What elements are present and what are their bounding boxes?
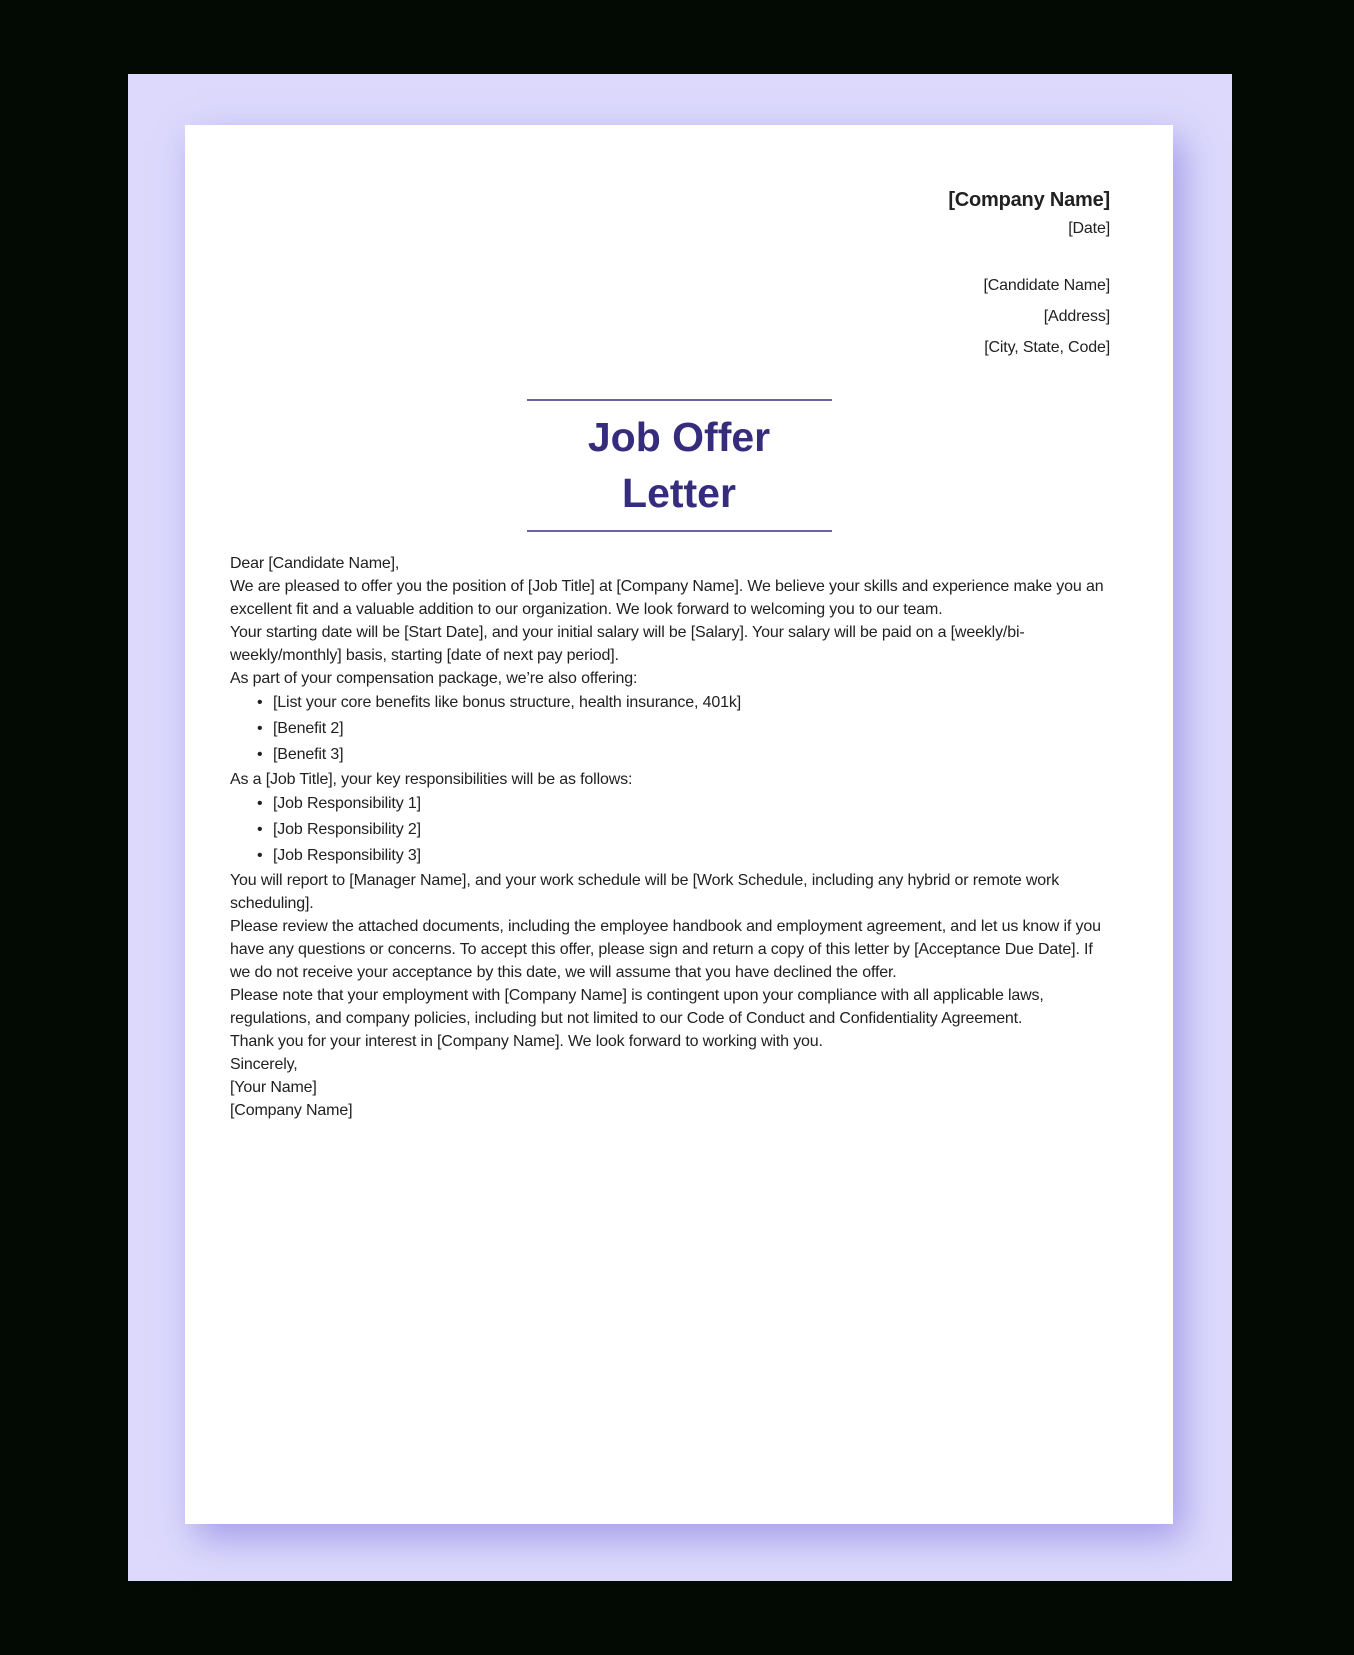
benefits-list [230, 690, 1110, 768]
responsibility-item: • [Job Responsibility 1] [230, 791, 1110, 817]
paragraph-salary: Your starting date will be [Start Date], and your initial salary will be [Salary]. Your salary will be paid on a [weekly/bi-weekly/monthly] basis, starting [date of next pay period]. [230, 624, 1025, 664]
title-rule-bottom [527, 530, 832, 532]
signature-name: [Your Name] [230, 1079, 317, 1096]
letter-body [230, 552, 1110, 1122]
responsibilities-list [230, 791, 1110, 869]
title-block [527, 399, 832, 532]
signature-company: [Company Name] [230, 1102, 353, 1119]
benefit-item: • [Benefit 2] [230, 716, 1110, 742]
closing: Sincerely, [230, 1056, 298, 1073]
benefits-intro: As part of your compensation package, we’re also offering: [230, 670, 638, 687]
paragraph-thanks: Thank you for your interest in [Company Name]. We look forward to working with you. [230, 1033, 823, 1050]
responsibility-item: • [Job Responsibility 3] [230, 843, 1110, 869]
paragraph-reporting: You will report to [Manager Name], and your work schedule will be [Work Schedule, including any hybrid or remote work scheduling]. [230, 872, 1060, 912]
salutation: Dear [Candidate Name], [230, 555, 400, 572]
paragraph-review-documents: Please review the attached documents, including the employee handbook and employment agreement, and let us know if you have any questions or concerns. To accept this offer, please sign and return a copy of this letter by [Acceptance Due Date]. If we do not receive your acceptance by this date, we will assume that you have declined the offer. [230, 918, 1101, 981]
paragraph-offer-intro: We are pleased to offer you the position of [Job Title] at [Company Name]. We believe your skills and experience make you an excellent fit and a valuable addition to our organization. We look forward to welcoming you to our team. [230, 578, 1104, 618]
letter-date: [Date] [1068, 220, 1110, 237]
benefit-item: • [Benefit 3] [230, 742, 1110, 768]
candidate-address: [Address] [1043, 308, 1110, 325]
letterhead [230, 125, 1110, 363]
letter-page [185, 125, 1173, 1524]
candidate-name: [Candidate Name] [983, 277, 1110, 294]
company-name: [Company Name] [948, 189, 1110, 211]
page-title: Job Offer Letter [587, 414, 771, 516]
paragraph-compliance: Please note that your employment with [Company Name] is contingent upon your compliance with all applicable laws, regulations, and company policies, including but not limited to our Code of Conduct and Confidentiality Agreement. [230, 987, 1044, 1027]
responsibility-item: • [Job Responsibility 2] [230, 817, 1110, 843]
letterhead-spacer [230, 244, 1110, 270]
mat-background [128, 74, 1232, 1581]
responsibilities-intro: As a [Job Title], your key responsibilities will be as follows: [230, 771, 633, 788]
benefit-item: • [List your core benefits like bonus structure, health insurance, 401k] [230, 690, 1110, 716]
candidate-city-state: [City, State, Code] [984, 339, 1110, 356]
